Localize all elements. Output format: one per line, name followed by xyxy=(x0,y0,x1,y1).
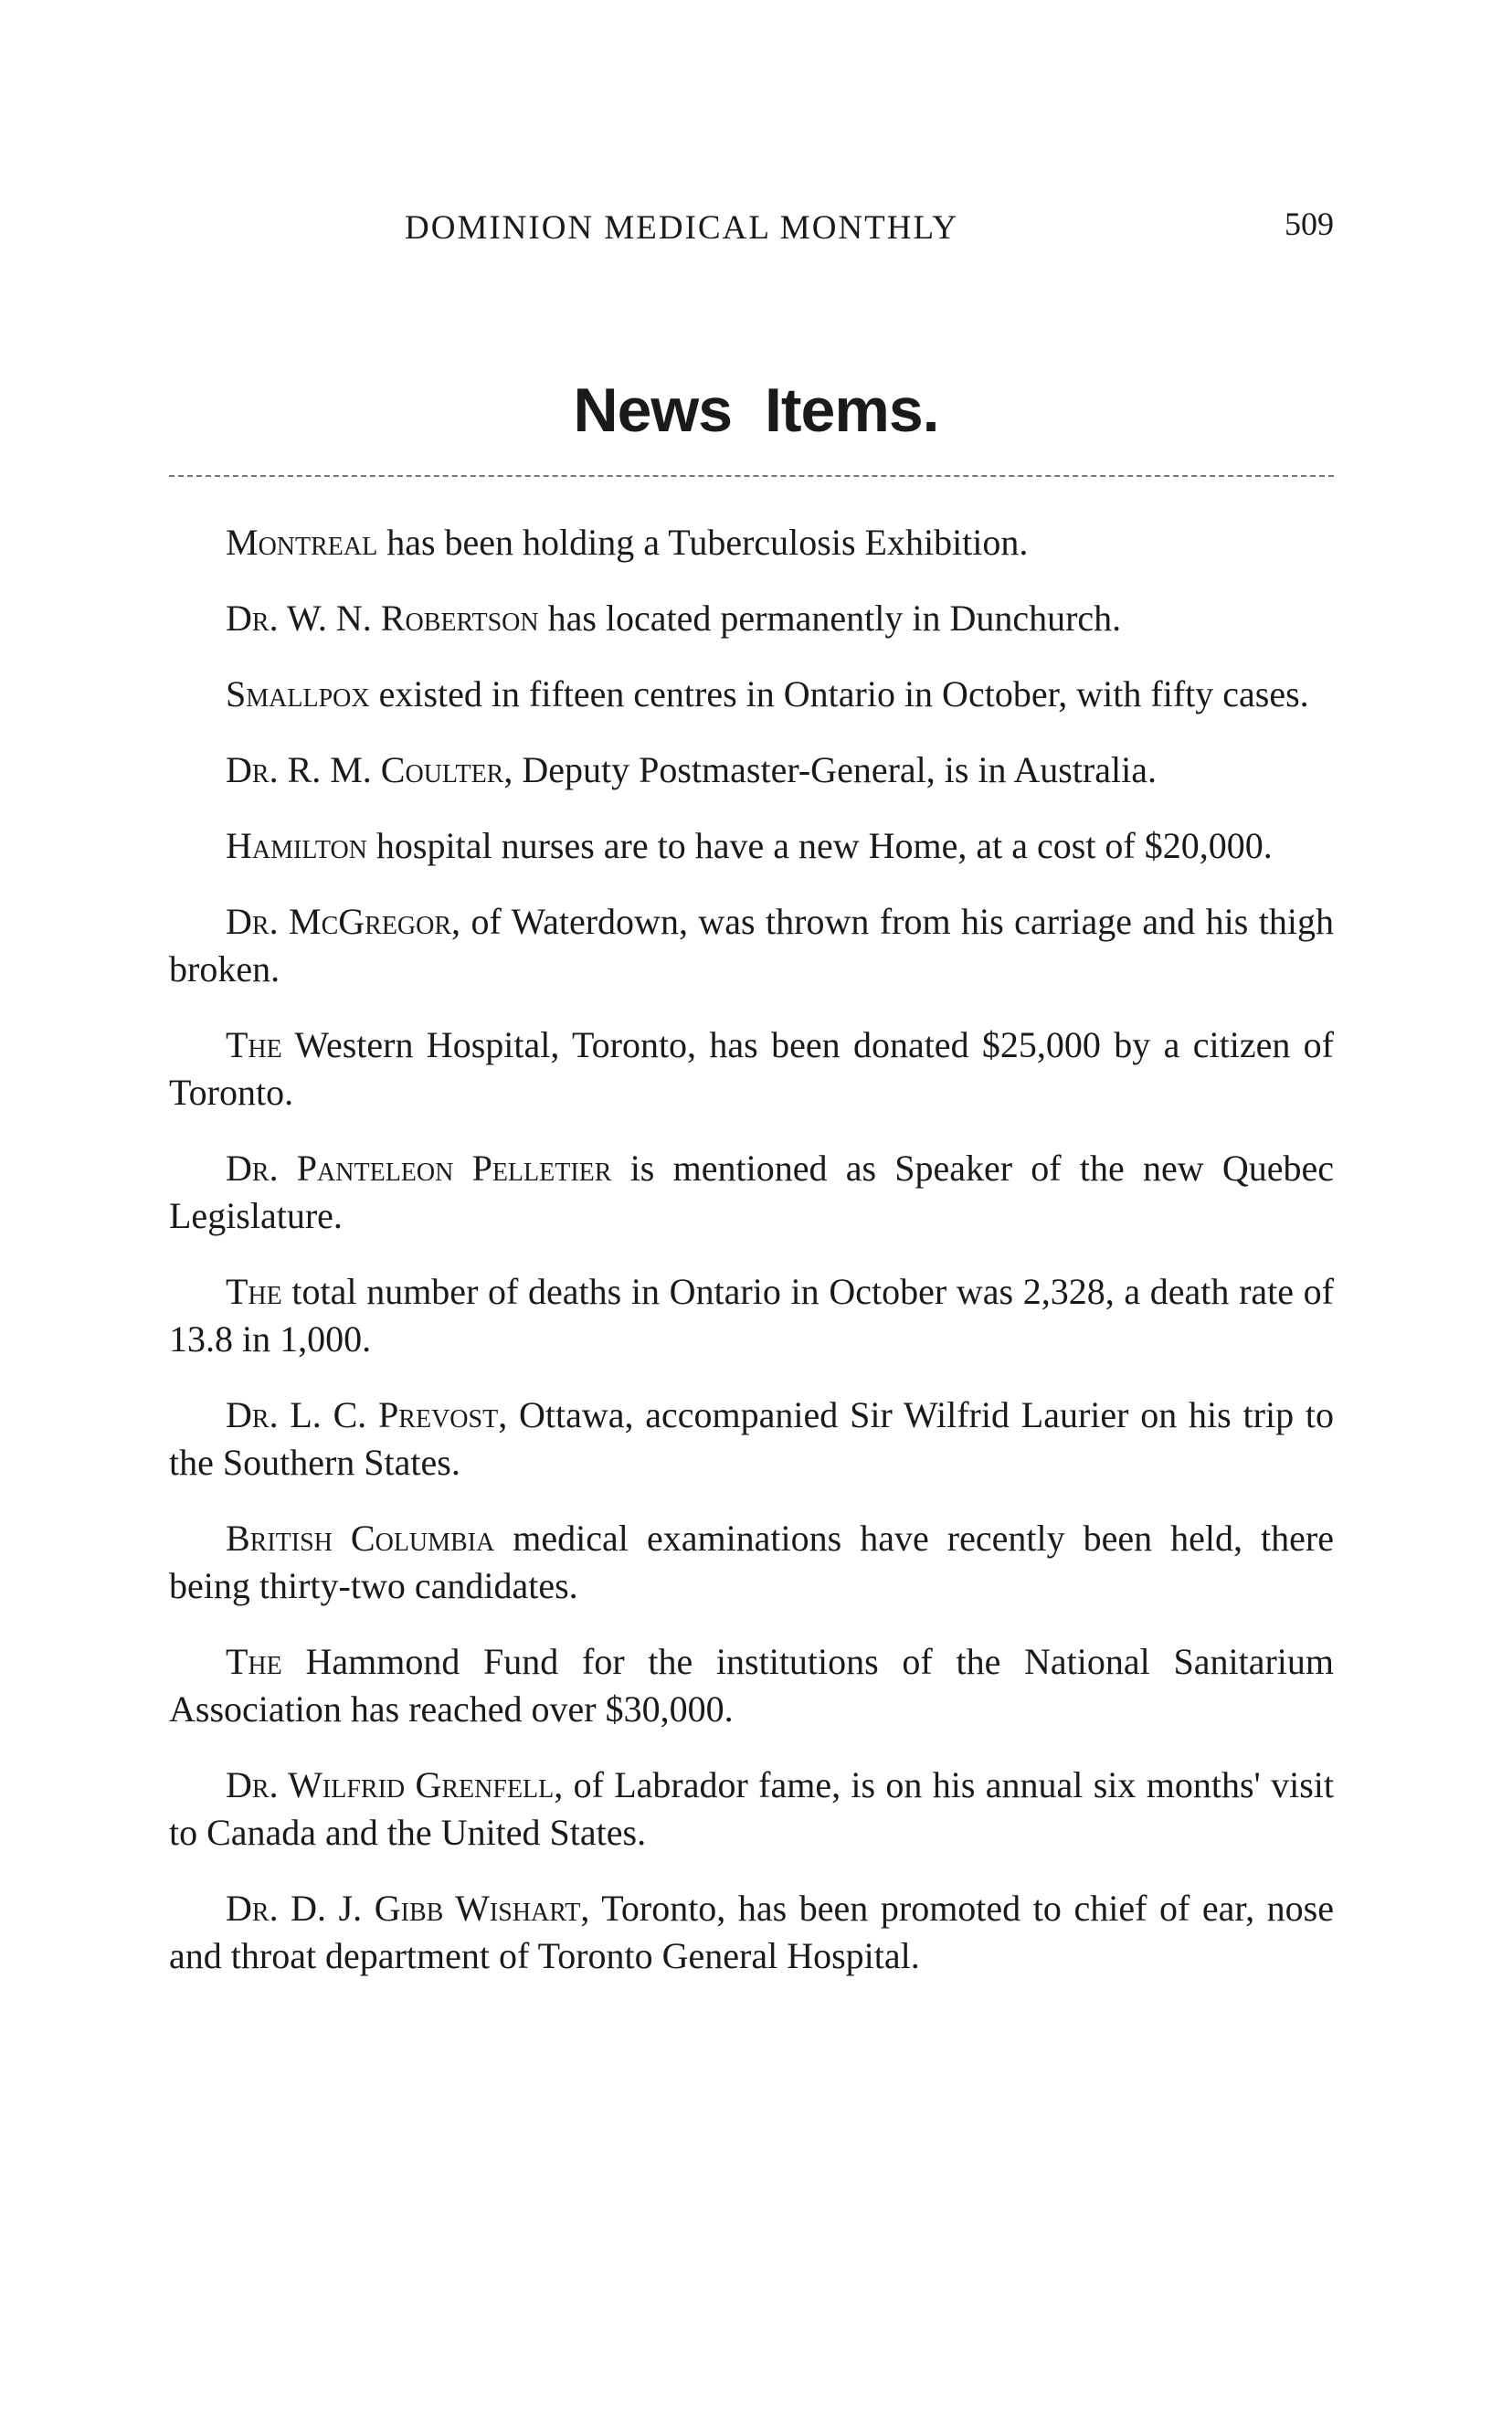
news-item xyxy=(169,1021,1334,1116)
news-item-text: existed in fifteen centres in Ontario in October, with fifty cases. xyxy=(369,673,1309,714)
news-item-text: is mentioned as Speaker of the new Quebec Legislature. xyxy=(169,1148,1334,1236)
page-number: 509 xyxy=(1285,206,1334,242)
news-item xyxy=(169,1515,1334,1610)
news-item xyxy=(169,822,1334,870)
news-item-text: hospital nurses are to have a new Home, at a cost of $20,000. xyxy=(366,825,1273,866)
news-item-text: of Waterdown, was thrown from his carriage and his thigh broken. xyxy=(169,901,1334,989)
news-item xyxy=(169,1268,1334,1363)
news-item-lead: Dr. W. N. Robertson xyxy=(226,598,539,639)
news-item-text: Western Hospital, Toronto, has been donated $25,000 by a citizen of Toronto. xyxy=(169,1024,1334,1113)
news-item xyxy=(169,1392,1334,1487)
news-item xyxy=(169,1762,1334,1857)
news-item-lead: The xyxy=(226,1271,282,1312)
news-item-lead: British Columbia xyxy=(226,1518,495,1559)
news-item-text: of Labrador fame, is on his annual six months' visit to Canada and the United States. xyxy=(169,1764,1334,1853)
news-item-text: total number of deaths in Ontario in October was 2,328, a death rate of 13.8 in 1,000. xyxy=(169,1271,1334,1360)
news-item-text: has located permanently in Dunchurch. xyxy=(538,598,1122,639)
news-item xyxy=(169,671,1334,718)
news-item xyxy=(169,1145,1334,1240)
news-item-lead: The xyxy=(226,1641,282,1682)
journal-title: DOMINION MEDICAL MONTHLY xyxy=(405,209,959,247)
news-item-lead: Dr. R. M. Coulter, xyxy=(226,749,513,790)
news-item-lead: Dr. L. C. Prevost, xyxy=(226,1394,508,1435)
news-item xyxy=(169,1638,1334,1733)
news-item-text: medical examinations have recently been held, there being thirty-two candidates. xyxy=(169,1518,1335,1606)
news-item-lead: Dr. Panteleon Pelletier xyxy=(226,1148,612,1189)
news-item-text: Deputy Postmaster-General, is in Australia. xyxy=(513,749,1157,790)
news-items-list xyxy=(169,519,1334,2008)
news-item-lead: Dr. Wilfrid Grenfell, xyxy=(226,1764,564,1805)
news-item-lead: Montreal xyxy=(226,522,378,563)
news-item-text: Toronto, has been promoted to chief of ear, nose and throat department of Toronto General Hospital. xyxy=(169,1888,1335,1976)
news-item-text: has been holding a Tuberculosis Exhibition. xyxy=(377,522,1029,563)
running-head xyxy=(174,208,1334,254)
news-item-lead: The xyxy=(226,1024,282,1065)
news-item-lead: Dr. D. J. Gibb Wishart, xyxy=(226,1888,590,1929)
news-item xyxy=(169,746,1334,794)
news-item-text: Hammond Fund for the institutions of the National Sanitarium Association has reached over $30,000. xyxy=(169,1641,1334,1730)
news-item xyxy=(169,519,1334,566)
news-item xyxy=(169,1885,1334,1980)
news-item-lead: Smallpox xyxy=(226,673,370,714)
section-divider xyxy=(169,475,1334,477)
news-item-text: Ottawa, accompanied Sir Wilfrid Laurier on his trip to the Southern States. xyxy=(169,1394,1334,1483)
news-item xyxy=(169,898,1334,993)
section-heading: News Items. xyxy=(573,376,939,445)
news-item-lead: Hamilton xyxy=(226,825,367,866)
news-item-lead: Dr. McGregor, xyxy=(226,901,461,942)
news-item xyxy=(169,595,1334,642)
